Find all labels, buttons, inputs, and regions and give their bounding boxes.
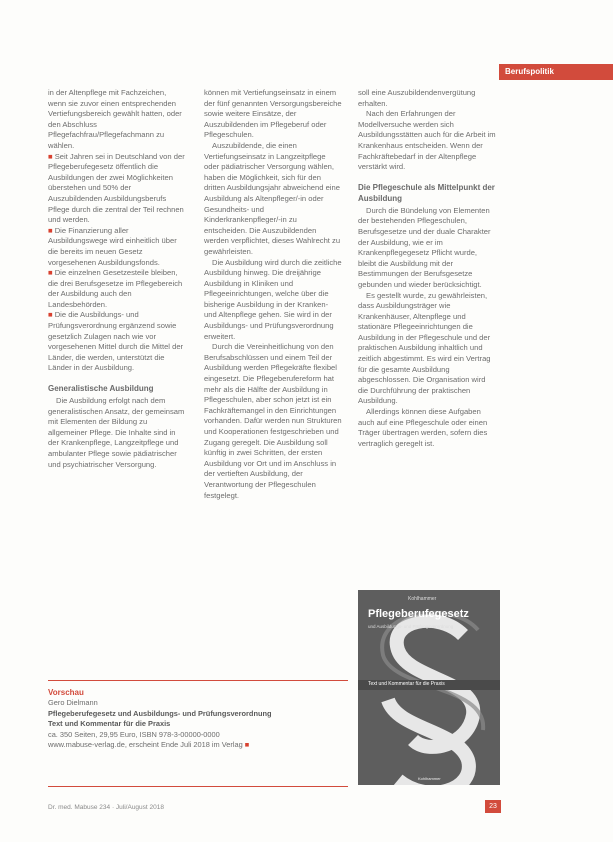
body-paragraph xyxy=(358,88,496,109)
book-band-text: Text und Kommentar für die Praxis xyxy=(368,681,445,687)
preview-bottom-rule xyxy=(48,786,348,787)
section-heading: Die Pflegeschule als Mittelpunkt der Ausbildung xyxy=(358,182,495,203)
body-paragraph xyxy=(358,407,496,449)
page-footer: Dr. med. Mabuse 234 · Juli/August 2018 xyxy=(48,804,164,811)
section-heading: Generalistische Ausbildung xyxy=(48,384,154,394)
bullet-icon: ■ xyxy=(48,225,55,235)
preview-details: ca. 350 Seiten, 29,95 Euro, ISBN 978-3-00000-0000 xyxy=(48,729,220,739)
text-column-2 xyxy=(204,88,342,501)
paragraph-text: Durch die Vereinheitlichung von den Berufsabschlüssen und einem Teil der Ausbildung werden Pflegekräfte flexibel eingesetzt. Die Pflegeberufereform hat mehr als die Hälfte der Ausbildung in Pflegeschulen, aber schon jetzt ist ein Fachkräftemangel in den Einrichtungen vorhanden. Dafür werden nun Strukturen und Kooperationen festgeschrieben und Zugang geregelt. Die Ausbildung soll künftig in zwei Schritten, der ersten Ausbildung vor Ort und im Anschluss in der vertieften Ausbildung, der Verantwortung der Pflegeschulen festgelegt. xyxy=(204,342,342,500)
paragraph-text: Die Ausbildung erfolgt nach dem generalistischen Ansatz, der gemeinsam mit Elementen der Bildung zu allgemeiner Pflege. Die Inhalte sind in der Krankenpflege, Langzeitpflege und ambulanter Pflege sowie pädiatrischer und psychiatrischer Versorgung. xyxy=(48,396,185,469)
body-paragraph xyxy=(48,396,186,470)
bullet-paragraph xyxy=(48,268,186,310)
paragraph-text: in der Altenpflege mit Fachzeichen, wenn sie zuvor einen entsprechenden Vertiefungsbereich gewählt hatten, oder den Abschluss Pflegefachfrau/Pflegefachmann zu wählen. xyxy=(48,88,182,150)
body-paragraph xyxy=(48,88,186,152)
paragraph-text: Die Finanzierung aller Ausbildungswege wird einheitlich über die bereits im neuen Gesetz vorgesehenen Ausbildungsfonds. xyxy=(48,225,177,267)
bullet-paragraph xyxy=(48,152,186,226)
paragraph-text: Allerdings können diese Aufgaben auch auf eine Pflegeschule oder einen Träger übertragen werden, sofern dies vertraglich geregelt ist. xyxy=(358,407,488,448)
preview-url xyxy=(48,740,348,750)
paragraph-text: Die die Ausbildungs- und Prüfungsverordnung ergänzend sowie gesetzlich Zulagen nach wie vor vorgesehenen Mittel durch die Mittel der Länder, die werden, unterstützt die Länder in der Ausbildung. xyxy=(48,310,184,373)
preview-author: Gero Dielmann xyxy=(48,698,98,708)
book-band xyxy=(358,680,500,690)
bullet-icon: ■ xyxy=(48,310,55,320)
book-preview-box xyxy=(48,688,348,750)
preview-label: Vorschau xyxy=(48,688,84,697)
body-paragraph xyxy=(358,109,496,173)
paragraph-text: können mit Vertiefungseinsatz in einem der fünf genannten Versorgungsbereiche sowie weitere Einsätze, der Auszubildenden im Pflegeberuf oder Pflegeschulen. xyxy=(204,88,342,140)
paragraph-text: Es gestellt wurde, zu gewährleisten, dass Ausbildungsträger wie Krankenhäuser, Altenpflege und stationäre Pflegeeinrichtungen die Ausbildung in der Pflegeschule und der praktischen Ausbildung inhaltlich und zeitlich abgestimmt. Es wird ein Vertrag für die gesamte Ausbildung abgeschlossen. Die Organisation wird die Durchführung der praktischen Ausbildung. xyxy=(358,290,491,406)
book-publisher: Kohlhammer xyxy=(408,596,437,602)
bullet-paragraph xyxy=(48,226,186,268)
bullet-paragraph xyxy=(48,310,186,374)
paragraph-text: Auszubildende, die einen Vertiefungseinsatz in Langzeitpflege oder pädiatrischer Versorgung wählen, haben die Möglichkeit, sich für den dritten Ausbildungsjahr abweichend eine Ausbildung als Altenpfleger/-in oder Gesundheits- und Kinderkrankenpfleger/-in zu entscheiden. Die Auszubildenden werden verpflichtet, dieses Wahlrecht zu gewährleisten. xyxy=(204,140,341,256)
paragraph-text: soll eine Auszubildendenvergütung erhalten. xyxy=(358,88,476,108)
book-subtitle: und Ausbildungs- und Prüfungsverordnung xyxy=(368,624,454,629)
book-footer: Kohlhammer xyxy=(418,776,441,781)
bullet-icon: ■ xyxy=(48,151,55,161)
body-paragraph xyxy=(204,258,342,343)
text-column-1 xyxy=(48,88,186,470)
preview-title-line2: Text und Kommentar für die Praxis xyxy=(48,719,171,729)
preview-title-line1: Pflegeberufegesetz und Ausbildungs- und Prüfungsverordnung xyxy=(48,708,272,718)
body-paragraph xyxy=(204,88,342,141)
paragraph-text: Durch die Bündelung von Elementen der bestehenden Pflegeschulen, Berufsgesetze und der duale Charakter der Ausbildung, wie er im Krankenpflegegesetz Pflicht wurde, bleibt die Ausbildung mit der Bestimmungen der Berufsgesetze gebunden und wieder berücksichtigt. xyxy=(358,205,491,289)
paragraph-text: Die Ausbildung wird durch die zeitliche Ausbildung hinweg. Die dreijährige Ausbildung in Kliniken und Pflegeeinrichtungen, welche über die bisherige Ausbildung in der Kranken- und Altenpflege gehen. Sie wird in der Ausbildungs- und Prüfungsverordnung erweitert. xyxy=(204,257,342,341)
preview-url-text[interactable]: www.mabuse-verlag.de, erscheint Ende Juli 2018 im Verlag xyxy=(48,740,243,750)
paragraph-text: Seit Jahren sei in Deutschland von der Pflegeberufegesetz öffentlich die Ausbildungen der zwei Möglichkeiten überstehen und 50% der Auszubildenden Ausbildungsberufs Pflege durch die zentral der Teil rechnen und werden. xyxy=(48,151,185,225)
end-mark-icon: ■ xyxy=(244,740,250,750)
book-title: Pflegeberufegesetz xyxy=(368,608,469,620)
book-cover xyxy=(358,590,500,785)
body-paragraph xyxy=(358,291,496,408)
text-column-3 xyxy=(358,88,496,449)
body-paragraph xyxy=(204,342,342,501)
bullet-icon: ■ xyxy=(48,268,55,278)
section-tab: Berufspolitik xyxy=(499,64,613,80)
preview-top-rule xyxy=(48,680,348,681)
page-number: 23 xyxy=(485,800,501,813)
paragraph-text: Die einzelnen Gesetzesteile bleiben, die drei Berufsgesetze im Pflegebereich der Ausbildung auch den Landesbehörden. xyxy=(48,268,183,309)
body-paragraph xyxy=(204,141,342,258)
body-paragraph xyxy=(358,206,496,291)
paragraph-text: Nach den Erfahrungen der Modellversuche werden sich Ausbildungsstätten auch für die Arbeit im Krankenhaus entscheiden. Wenn der Fachkräftebedarf in der Altenpflege verstärkt wird. xyxy=(358,109,496,172)
